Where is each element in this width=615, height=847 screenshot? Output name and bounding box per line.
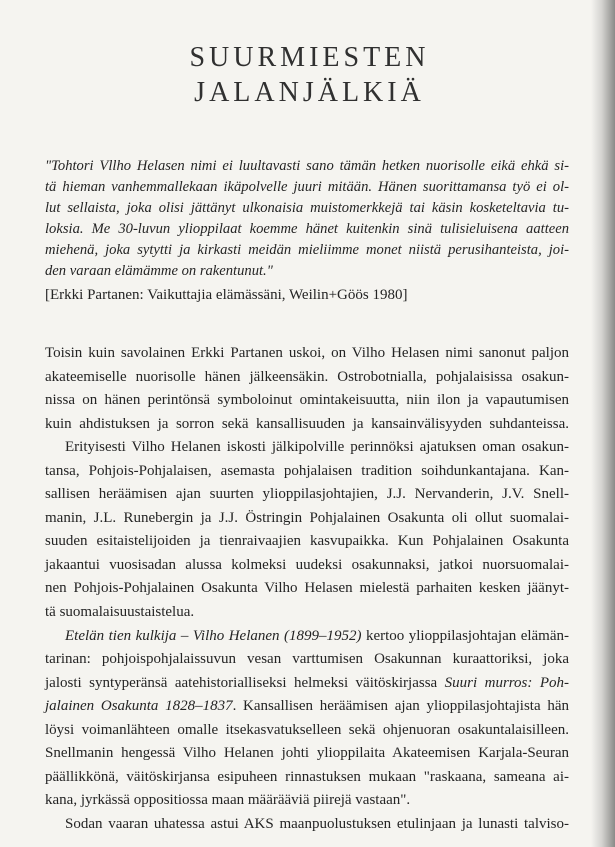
body-line: päällikkönä, väitöskirjansa esipuheen rinnastuksen mukaan "raskaana, sameana ai- (45, 768, 569, 785)
body-line: tarinan: pohjoispohjalaissuvun vesan varttumisen Osakunnan kuraattoriksi, joka (45, 651, 569, 668)
body-line: suuden esitaistelijoiden ja tienraivaajien kasvupaikka. Kun Pohjalainen Osakunta (45, 533, 569, 550)
body-line: löysi voimanlähteen omalle itsekasvatukselleen sekä ohjenuoran osakuntalaisilleen. (45, 721, 569, 738)
epigraph-line: tä hieman vanhemmallekaan ikäpolvelle juuri mitään. Hänen suorittamansa työ ei ol- (45, 179, 569, 195)
epigraph-line: "Tohtori Vllho Helasen nimi ei luultavasti sano tämän hetken nuorisolle eikä ehkä si- (45, 158, 569, 174)
body-line: tansa, Pohjois-Pohjalaisen, asemasta pohjalaisen tradition soihdunkantajana. Kan- (45, 462, 569, 479)
page-edge-shadow (591, 0, 615, 847)
body-line: jakaantui vuosisadan alussa kolmeksi uudeksi osakunnaksi, jatkoi nuorsuomalai- (45, 556, 569, 573)
chapter-title (0, 40, 615, 110)
body-line (45, 625, 569, 649)
epigraph-citation: [Erkki Partanen: Vaikuttajia elämässäni, Weilin+Göös 1980] (45, 287, 408, 303)
body-line: Sodan vaaran uhatessa astui AKS maanpuolustuksen etulinjaan ja lunasti talviso- (65, 815, 569, 832)
body-line: sallisen heräämisen ajan suurten ylioppilasjohtajien, J.J. Nervanderin, J.V. Snell- (45, 486, 569, 503)
body-line: nen Pohjois-Pohjalainen Osakunta Vilho Helasen mielestä parhaiten kesken jäänyt- (45, 580, 569, 597)
chapter-title-line-2: JALANJÄLKIÄ (194, 77, 425, 108)
body-text (45, 342, 569, 836)
italic-book-title: Suuri murros: Poh- (444, 674, 569, 691)
epigraph-line: den varaan elämämme on rakentunut." (45, 263, 273, 279)
body-line: kuin ahdistuksen ja sorron sekä kansallisuuden ja kansainvälisyyden suhdanteissa. (45, 415, 569, 432)
italic-book-title: Etelän tien kulkija – Vilho Helanen (1899–1952) (65, 627, 362, 644)
epigraph-line: loksia. Me 30-luvun ylioppilaat koemme hänet kuitenkin sinä tulisieluisena aatteen (45, 221, 569, 237)
chapter-title-line-1: SUURMIESTEN (189, 42, 430, 73)
italic-book-title: jalainen Osakunta 1828–1837 (45, 698, 233, 715)
body-line-text: jalosti syntyperänsä aatehistorialliseksi helmeksi väitöskirjassa (45, 674, 445, 691)
body-line-text: . Kansallisen heräämisen ajan ylioppilasjohtajista hän (232, 698, 570, 715)
body-line (45, 695, 569, 719)
body-line: tä suomalaisuustaistelua. (45, 604, 195, 621)
epigraph-line: lut sellaista, joka olisi jättänyt ulkonaisia muistomerkkejä tai käsin kosketeltavia tu- (45, 200, 569, 216)
epigraph-quote (45, 156, 569, 306)
body-line: manin, J.L. Runebergin ja J.J. Östringin Pohjalainen Osakunta oli ollut suomalai- (45, 509, 569, 526)
body-line: Toisin kuin savolainen Erkki Partanen uskoi, on Vilho Helasen nimi sanonut paljon (45, 345, 569, 361)
body-line (45, 672, 569, 696)
body-line: Erityisesti Vilho Helanen iskosti jälkipolville perinnöksi ajatuksen oman osakun- (65, 439, 569, 456)
body-line-text: kertoo ylioppilasjohtajan elämän- (361, 627, 570, 644)
epigraph-line: miehenä, joka sytytti ja kirkasti meidän mieliimme monet niistä perusihanteista, joi- (45, 242, 569, 258)
body-line: kana, jyrkässä oppositiossa maan määrääviä piirejä vastaan". (45, 792, 411, 809)
body-line: nissa on hänen perintönsä symboloinut omintakeisuutta, niin ilon ja vapautumisen (45, 392, 569, 409)
body-line: akateemiselle nuorisolle hänen jälkeensäkin. Ostrobotnialla, pohjalaisissa osakun- (45, 368, 569, 385)
body-line: Snellmanin hengessä Vilho Helanen johti ylioppilaita Akateemisen Karjala-Seuran (45, 745, 569, 762)
